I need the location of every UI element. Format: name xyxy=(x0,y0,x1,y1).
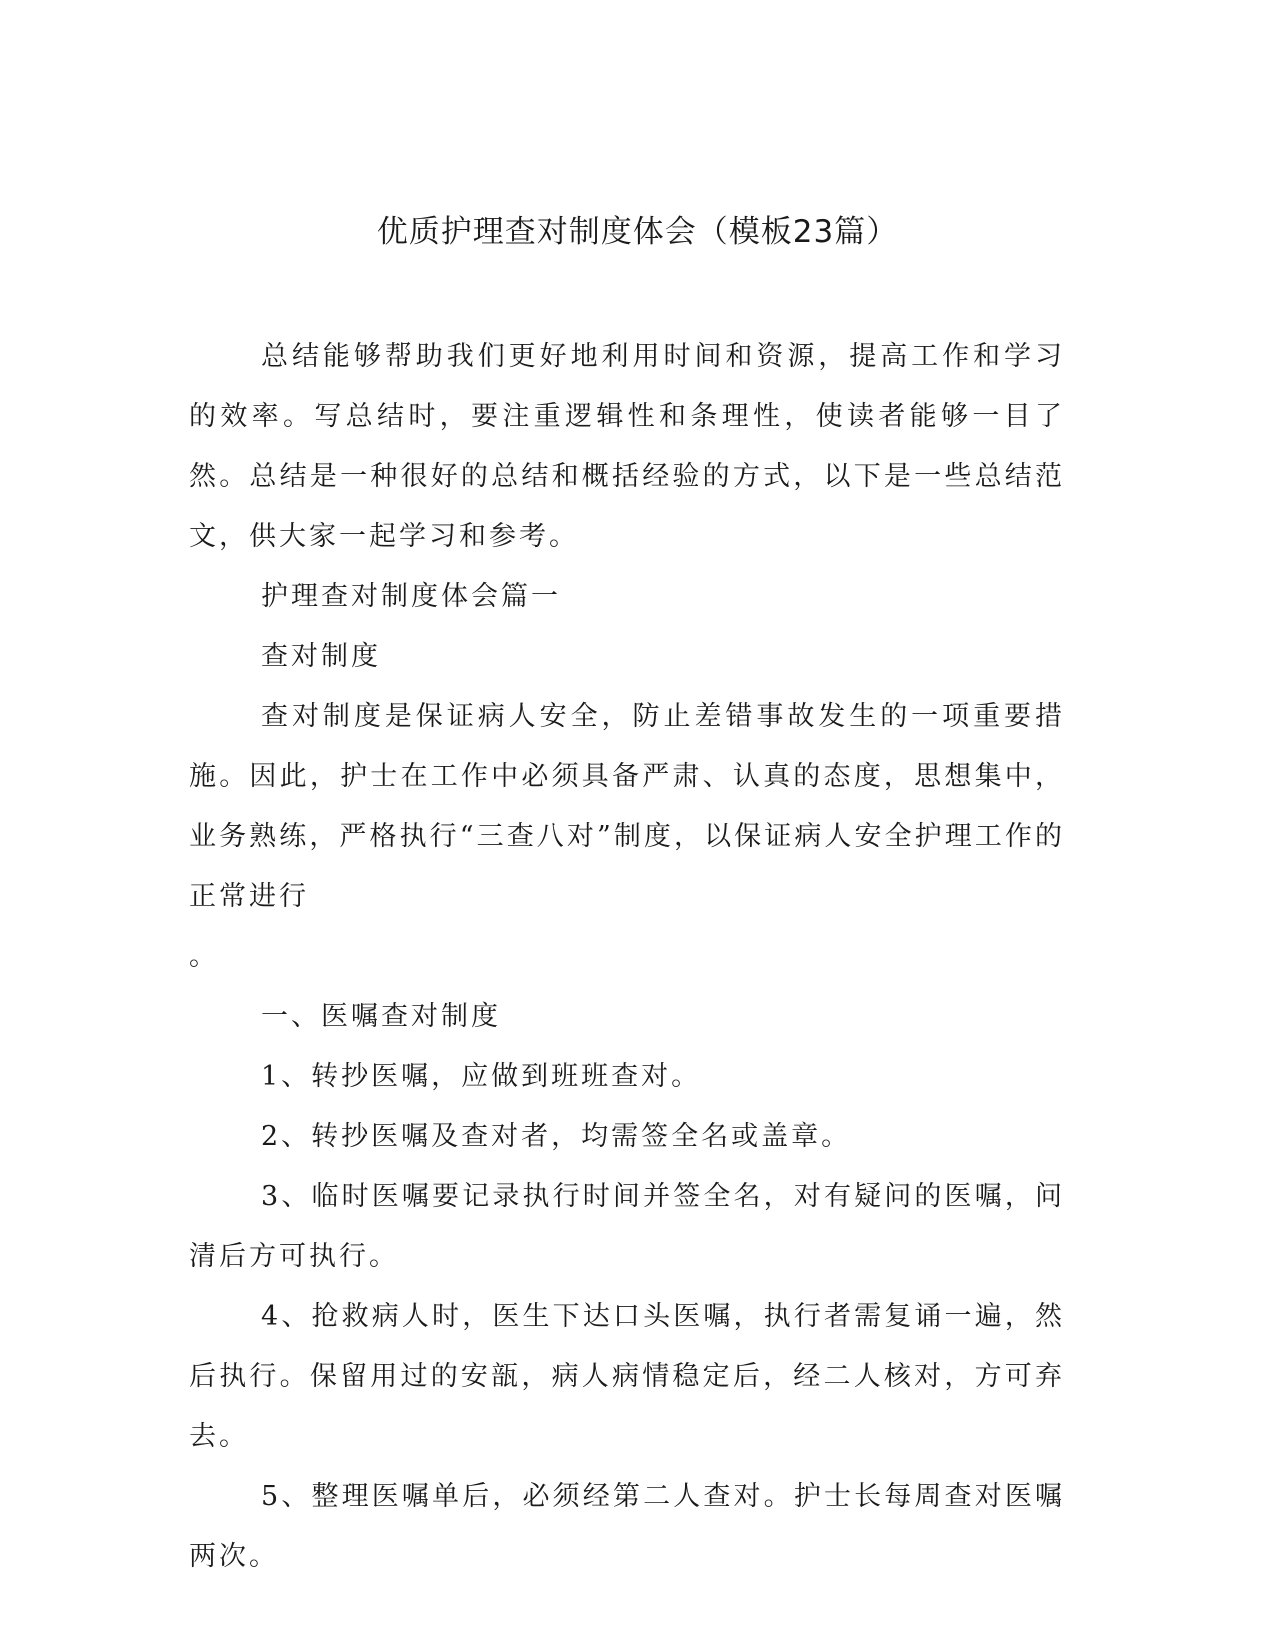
document-title: 优质护理查对制度体会（模板23篇） xyxy=(376,214,899,250)
body-paragraph-end: 。 xyxy=(189,941,219,972)
list-item: 3、临时医嘱要记录执行时间并签全名，对有疑问的医嘱，问清后方可执行。 xyxy=(189,1181,1065,1272)
list-item: 2、转抄医嘱及查对者，均需签全名或盖章。 xyxy=(261,1121,852,1152)
document-body xyxy=(189,327,1065,1587)
list-item: 1、转抄医嘱，应做到班班查对。 xyxy=(261,1061,702,1092)
section-heading: 护理查对制度体会篇一 xyxy=(261,581,561,612)
list-item: 4、抢救病人时，医生下达口头医嘱，执行者需复诵一遍，然后执行。保留用过的安瓿，病人病情稳定后，经二人核对，方可弃去。 xyxy=(189,1301,1065,1452)
list-heading: 一、医嘱查对制度 xyxy=(261,1001,501,1032)
intro-paragraph: 总结能够帮助我们更好地利用时间和资源，提高工作和学习的效率。写总结时，要注重逻辑性和条理性，使读者能够一目了然。总结是一种很好的总结和概括经验的方式，以下是一些总结范文，供大家一起学习和参考。 xyxy=(189,341,1065,552)
subsection-heading: 查对制度 xyxy=(261,641,381,672)
list-item: 5、整理医嘱单后，必须经第二人查对。护士长每周查对医嘱两次。 xyxy=(189,1481,1065,1572)
body-paragraph: 查对制度是保证病人安全，防止差错事故发生的一项重要措施。因此，护士在工作中必须具备严肃、认真的态度，思想集中，业务熟练，严格执行“三查八对”制度，以保证病人安全护理工作的正常进行 xyxy=(189,701,1065,912)
